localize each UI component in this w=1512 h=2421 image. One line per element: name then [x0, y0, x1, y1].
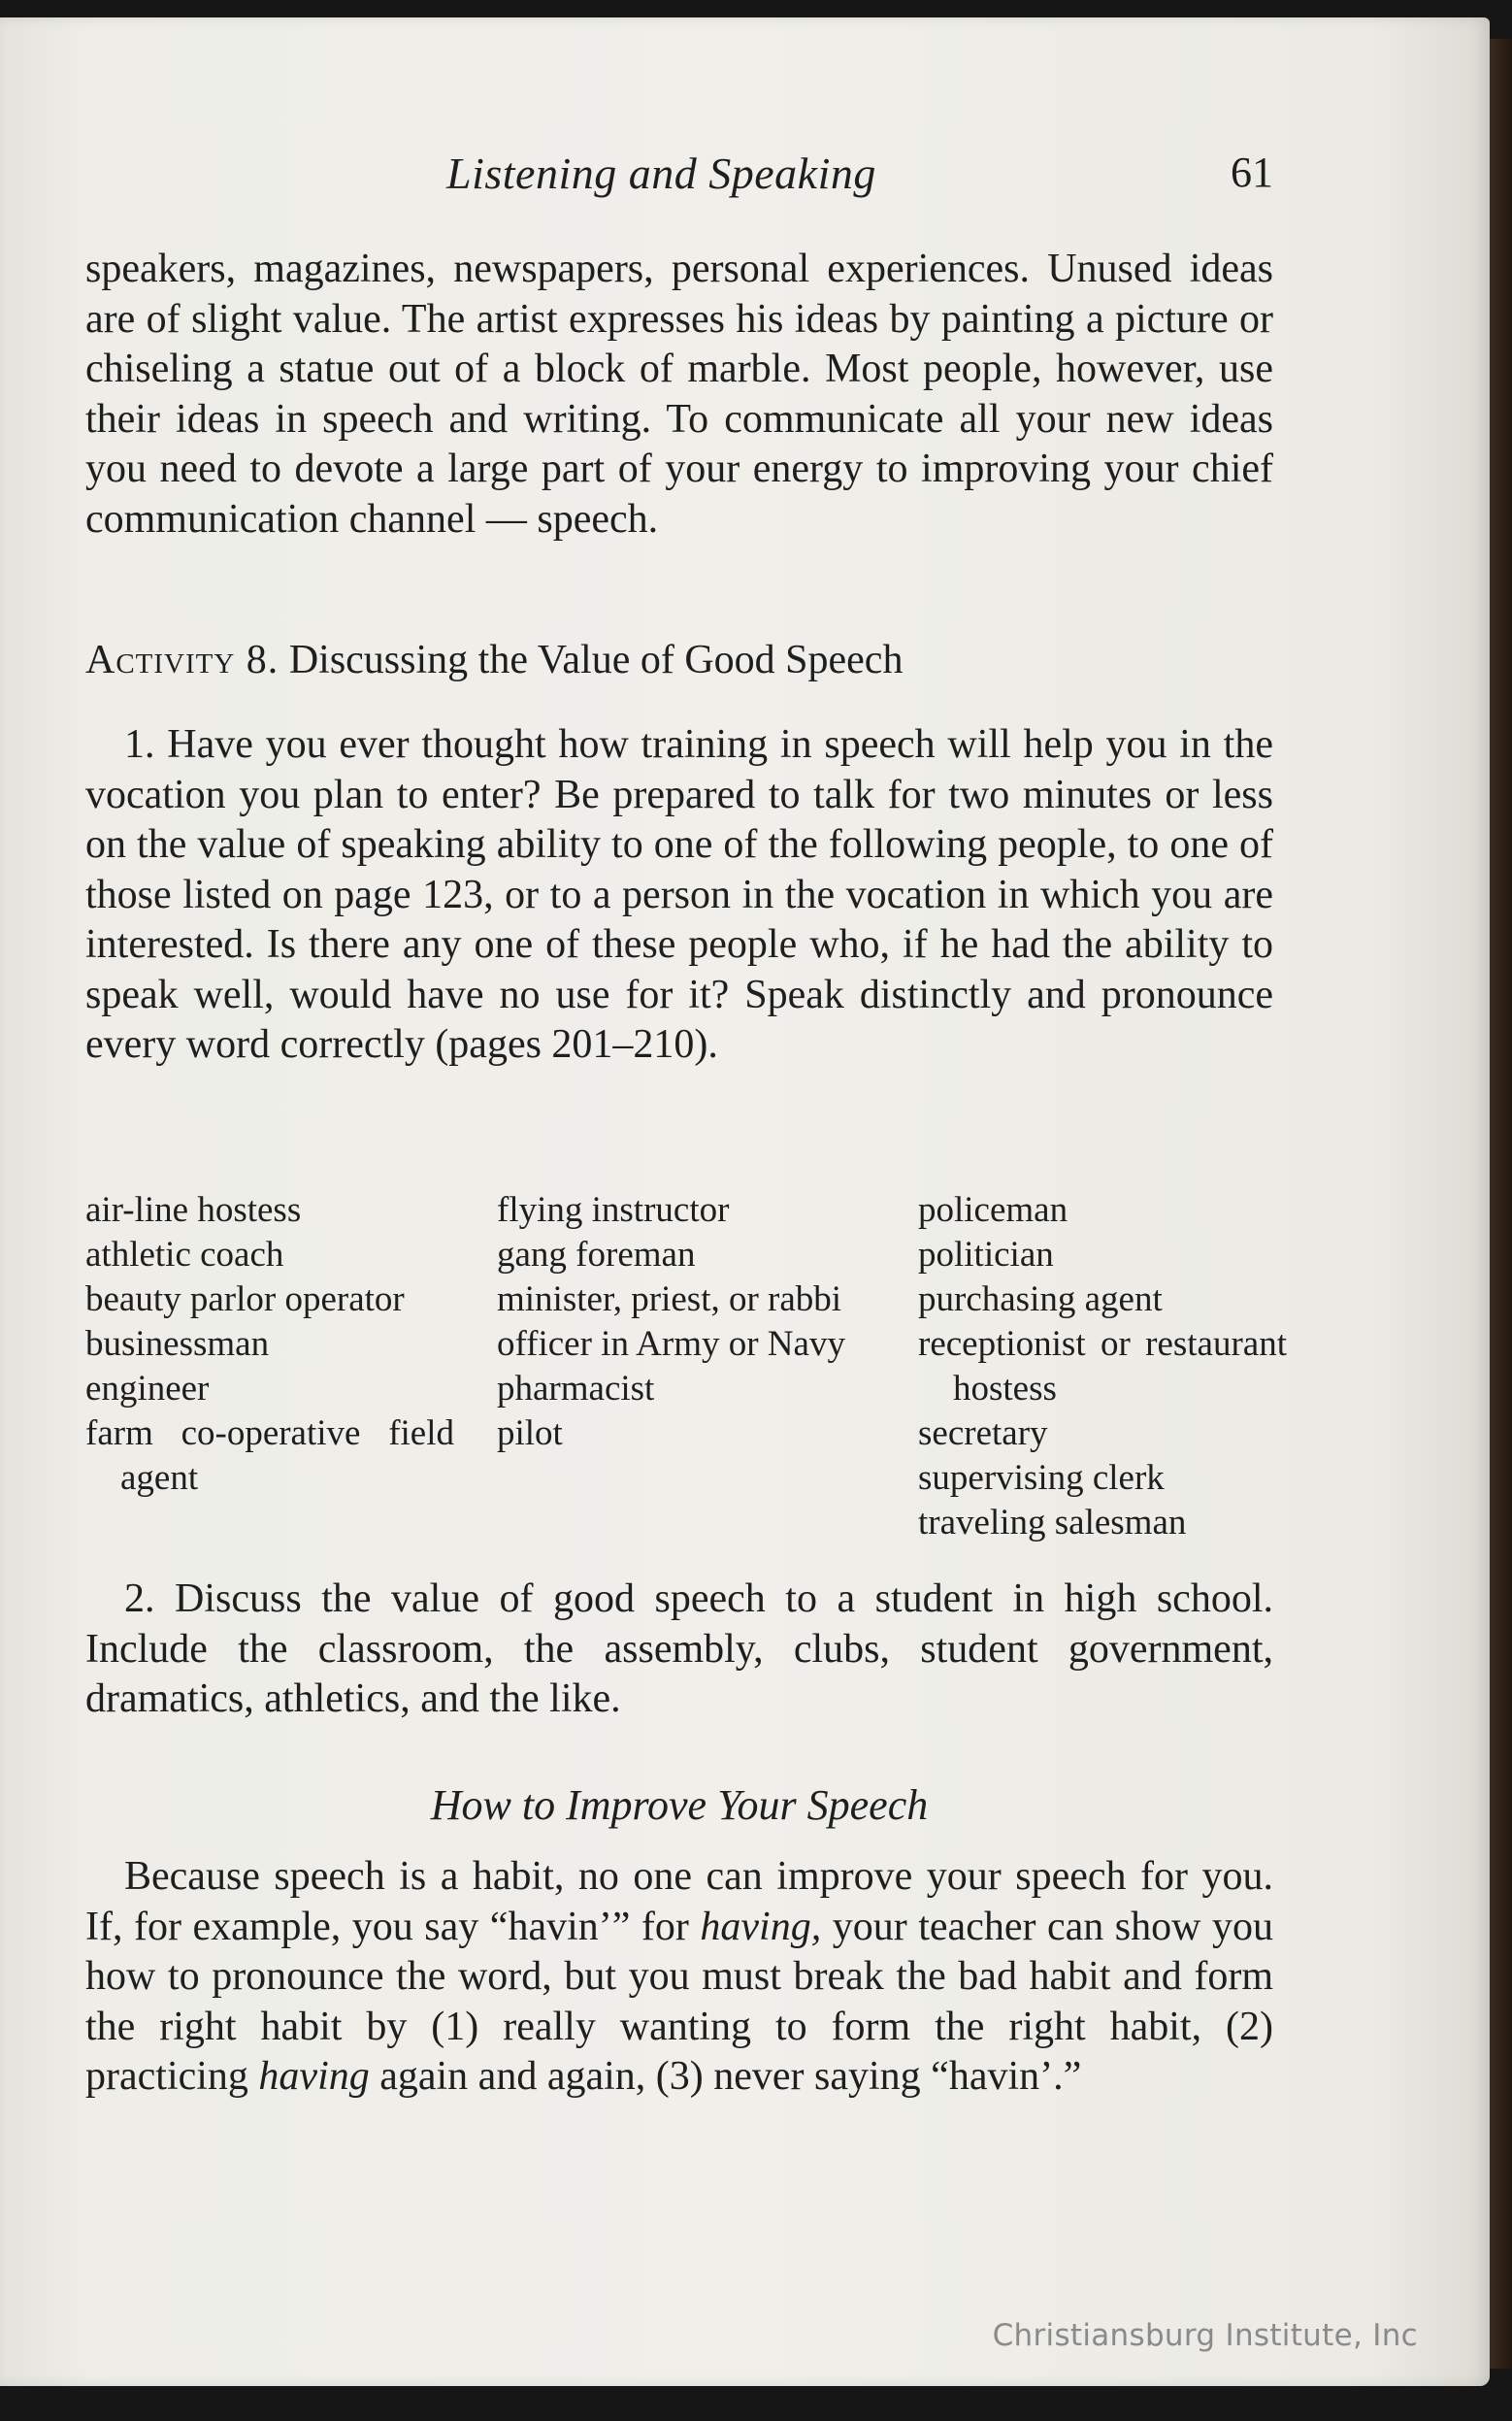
occupation-item: farm co-operative field agent	[85, 1413, 454, 1498]
emphasis-having-1: having,	[700, 1904, 822, 1949]
section-heading: How to Improve Your Speech	[430, 1781, 929, 1829]
paragraph-habit-part-b: your teacher can show you how to pronounce the word, but you must break the bad habit and form the right habit by (1) really wanting to form the right habit, (2) practicing	[85, 1904, 1273, 2099]
occupation-item: policeman	[918, 1190, 1068, 1230]
occupation-item: supervising clerk	[918, 1458, 1165, 1498]
occupation-item: receptionist or restaurant hostess	[918, 1324, 1287, 1409]
occupation-item: athletic coach	[85, 1235, 284, 1275]
activity-item-1: 1. Have you ever thought how training in speech will help you in the vocation you plan to enter? Be prepared to talk for two minutes or less on the value of speaking ability to one of the following people, to one of those listed on page 123, or to a person in the vocation in which you are interested. Is there any one of these people who, if he had the ability to speak well, would have no use for it? Speak distinctly and pronounce every word correctly (pages 201–210).	[85, 722, 1273, 1067]
occupation-column-1	[85, 1188, 454, 1501]
occupation-item: flying instructor	[497, 1190, 730, 1230]
occupation-column-3	[918, 1188, 1287, 1545]
paragraph-habit-part-a: Because speech is a habit, no one can improve your speech for you. If, for example, you say “havin’” for	[85, 1854, 1273, 1949]
occupation-item: businessman	[85, 1324, 270, 1364]
occupation-item: pharmacist	[497, 1369, 655, 1409]
watermark: Christiansburg Institute, Inc	[992, 2318, 1418, 2353]
occupation-item: minister, priest, or rabbi	[497, 1279, 842, 1319]
occupation-item: officer in Army or Navy	[497, 1324, 845, 1364]
paragraph-habit-part-c: again and again, (3) never saying “havin’.”	[369, 2054, 1082, 2099]
occupation-item: pilot	[497, 1413, 563, 1453]
activity-title: Discussing the Value of Good Speech	[288, 638, 904, 682]
occupation-item: air-line hostess	[85, 1190, 302, 1230]
running-header	[85, 148, 1273, 206]
activity-item-2: 2. Discuss the value of good speech to a student in high school. Include the classroom, the assembly, clubs, student government, dramatics, athletics, and the like.	[85, 1576, 1273, 1721]
occupation-item: gang foreman	[497, 1235, 696, 1275]
book-page	[0, 17, 1490, 2386]
activity-heading	[85, 637, 903, 683]
occupation-item: politician	[918, 1235, 1054, 1275]
occupation-item: engineer	[85, 1369, 210, 1409]
occupation-item: purchasing agent	[918, 1279, 1163, 1319]
occupation-item: traveling salesman	[918, 1503, 1187, 1542]
occupation-column-2	[497, 1188, 904, 1456]
running-title: Listening and Speaking	[446, 149, 876, 198]
page-number: 61	[1231, 149, 1273, 196]
book-spine-edge	[1490, 39, 1512, 2369]
occupation-item: beauty parlor operator	[85, 1279, 405, 1319]
activity-label: Activity 8.	[85, 638, 279, 682]
paragraph-habit	[85, 1852, 1273, 2103]
emphasis-having-2: having	[258, 2054, 370, 2099]
occupation-item: secretary	[918, 1413, 1048, 1453]
paragraph-ideas: speakers, magazines, newspapers, personal experiences. Unused ideas are of slight value. The artist expresses his ideas by painting a picture or chiseling a statue out of a block of marble. Most people, however, use their ideas in speech and writing. To communicate all your new ideas you need to devote a large part of your energy to improving your chief communication channel — speech.	[85, 247, 1273, 542]
